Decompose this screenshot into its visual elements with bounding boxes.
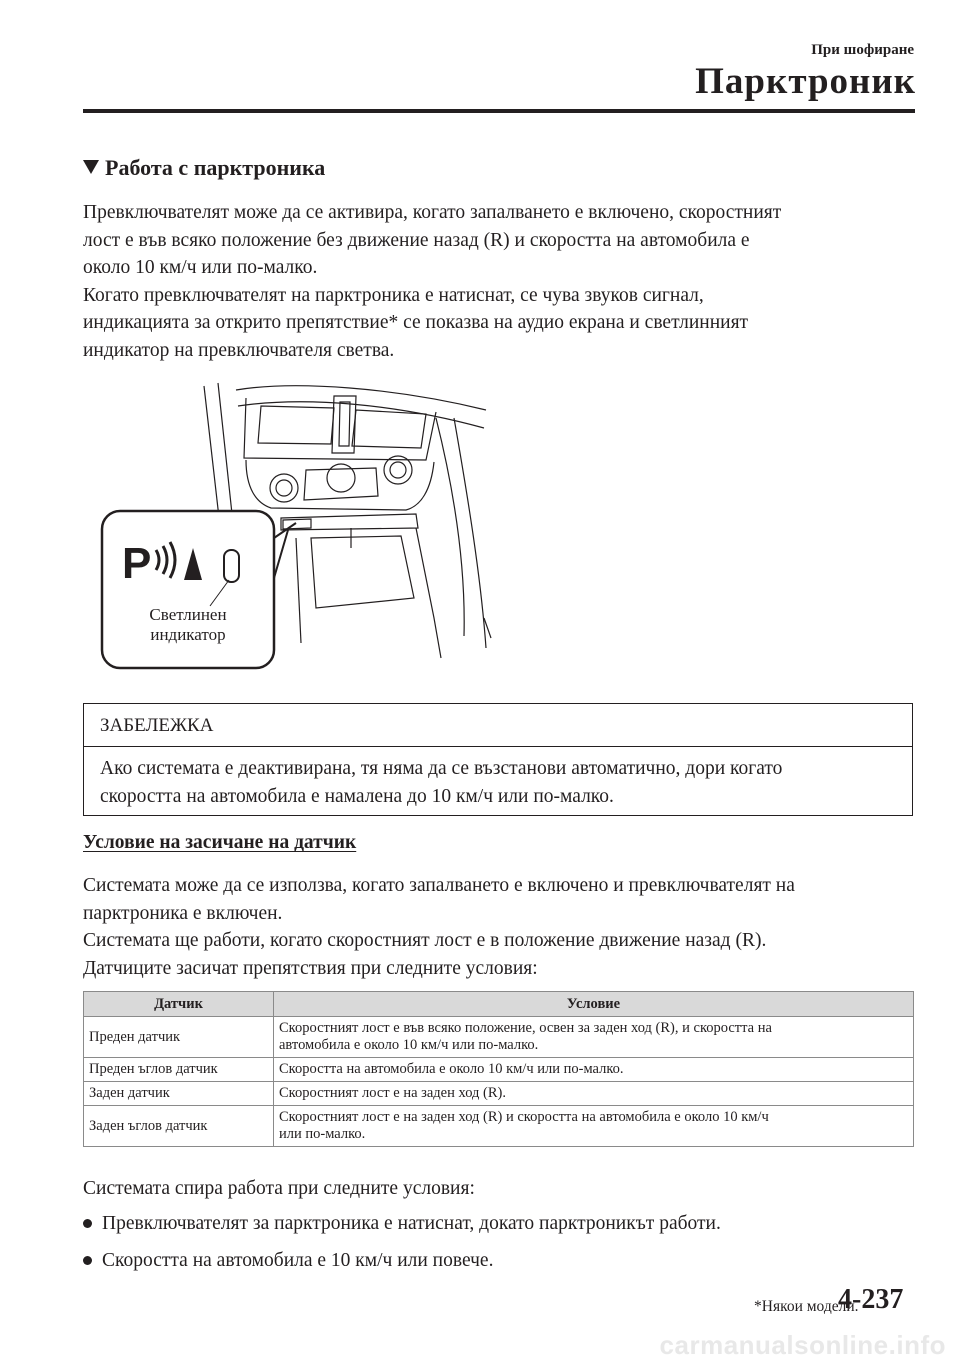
subsection-heading-text: Работа с парктроника (105, 155, 326, 180)
table-header-condition: Условие (274, 992, 914, 1017)
chapter-title: При шофиране (811, 42, 914, 58)
intro-line: Превключвателят може да се активира, когато запалването е включено, скоростният (83, 202, 782, 223)
watermark: carmanualsonline.info (659, 1330, 946, 1360)
note-line: скоростта на автомобила е намалена до 10 км/ч или по-малко. (100, 786, 614, 807)
note-line: Ако системата е деактивирана, тя няма да се възстанови автоматично, дори когато (100, 758, 783, 779)
table-cell-sensor: Преден ъглов датчик (84, 1058, 274, 1082)
list-item-text: Скоростта на автомобила е 10 км/ч или повече. (102, 1249, 494, 1271)
table-header-sensor: Датчик (84, 992, 274, 1017)
table-cell-condition (274, 1017, 914, 1058)
table-cell-sensor: Заден ъглов датчик (84, 1106, 274, 1147)
conditions-line: парктроника е включен. (83, 902, 283, 924)
conditions-line: Датчиците засичат препятствия при следните условия: (83, 957, 538, 979)
stop-conditions-text: Системата спира работа при следните условия: (83, 1178, 475, 1199)
stop-conditions-list (83, 1205, 721, 1279)
conditions-paragraph (83, 872, 918, 982)
table-row (84, 1017, 914, 1058)
table-row (84, 1082, 914, 1106)
table-cell-condition: Скоростният лост е на заден ход (R). (274, 1082, 914, 1106)
intro-line: индикатор на превключвателя светва. (83, 339, 395, 361)
note-title: ЗАБЕЛЕЖКА (84, 704, 912, 747)
table-cell-condition (274, 1106, 914, 1147)
callout-box (102, 511, 296, 668)
condition-line: или по-малко. (279, 1126, 366, 1142)
dashboard-illustration (96, 378, 496, 678)
table-row (84, 1058, 914, 1082)
table-row (84, 1106, 914, 1147)
triangle-bullet-icon (83, 160, 99, 174)
page-number: 4-237 (838, 1284, 904, 1315)
subsection-heading (83, 155, 325, 181)
conditions-line: Системата може да се използва, когато запалването е включено и превключвателят на (83, 875, 795, 896)
condition-line: Скоростният лост е във всяко положение, освен за заден ход (R), и скоростта на (279, 1020, 772, 1036)
condition-line: Скоростният лост е на заден ход (R) и скоростта на автомобила е около 10 км/ч (279, 1109, 769, 1125)
table-cell-condition: Скоростта на автомобила е около 10 км/ч или по-малко. (274, 1058, 914, 1082)
table-cell-sensor: Заден датчик (84, 1082, 274, 1106)
bullet-icon (83, 1219, 92, 1228)
note-box (83, 703, 913, 816)
intro-line: Когато превключвателят на парктроника е натиснат, се чува звуков сигнал, (83, 284, 704, 306)
bullet-icon (83, 1256, 92, 1265)
list-item-text: Превключвателят за парктроника е натиснат, докато парктроникът работи. (102, 1212, 721, 1234)
sensor-conditions-table (83, 991, 914, 1147)
detection-condition-heading: Условие на засичане на датчик (83, 832, 357, 853)
intro-line: индикацията за открито препятствие* се показва на аудио екрана и светлинният (83, 312, 749, 333)
list-item (83, 1242, 721, 1279)
svg-text:P: P (122, 539, 152, 588)
intro-line: лост е във всяко положение без движение назад (R) и скоростта на автомобила е (83, 229, 750, 251)
note-body (84, 747, 912, 811)
header-rule (83, 109, 915, 113)
section-title: Парктроник (695, 61, 916, 102)
indicator-label-line1: Светлинен (149, 605, 227, 624)
intro-line: около 10 км/ч или по-малко. (83, 257, 318, 278)
footnote: *Някои модели. (754, 1298, 859, 1315)
indicator-label-line2: индикатор (150, 625, 226, 644)
intro-paragraph (83, 199, 918, 364)
list-item (83, 1205, 721, 1242)
table-header-row (84, 992, 914, 1017)
conditions-line: Системата ще работи, когато скоростният лост е в положение движение назад (R). (83, 930, 767, 951)
table-cell-sensor: Преден датчик (84, 1017, 274, 1058)
condition-line: автомобила е около 10 км/ч или по-малко. (279, 1037, 539, 1053)
